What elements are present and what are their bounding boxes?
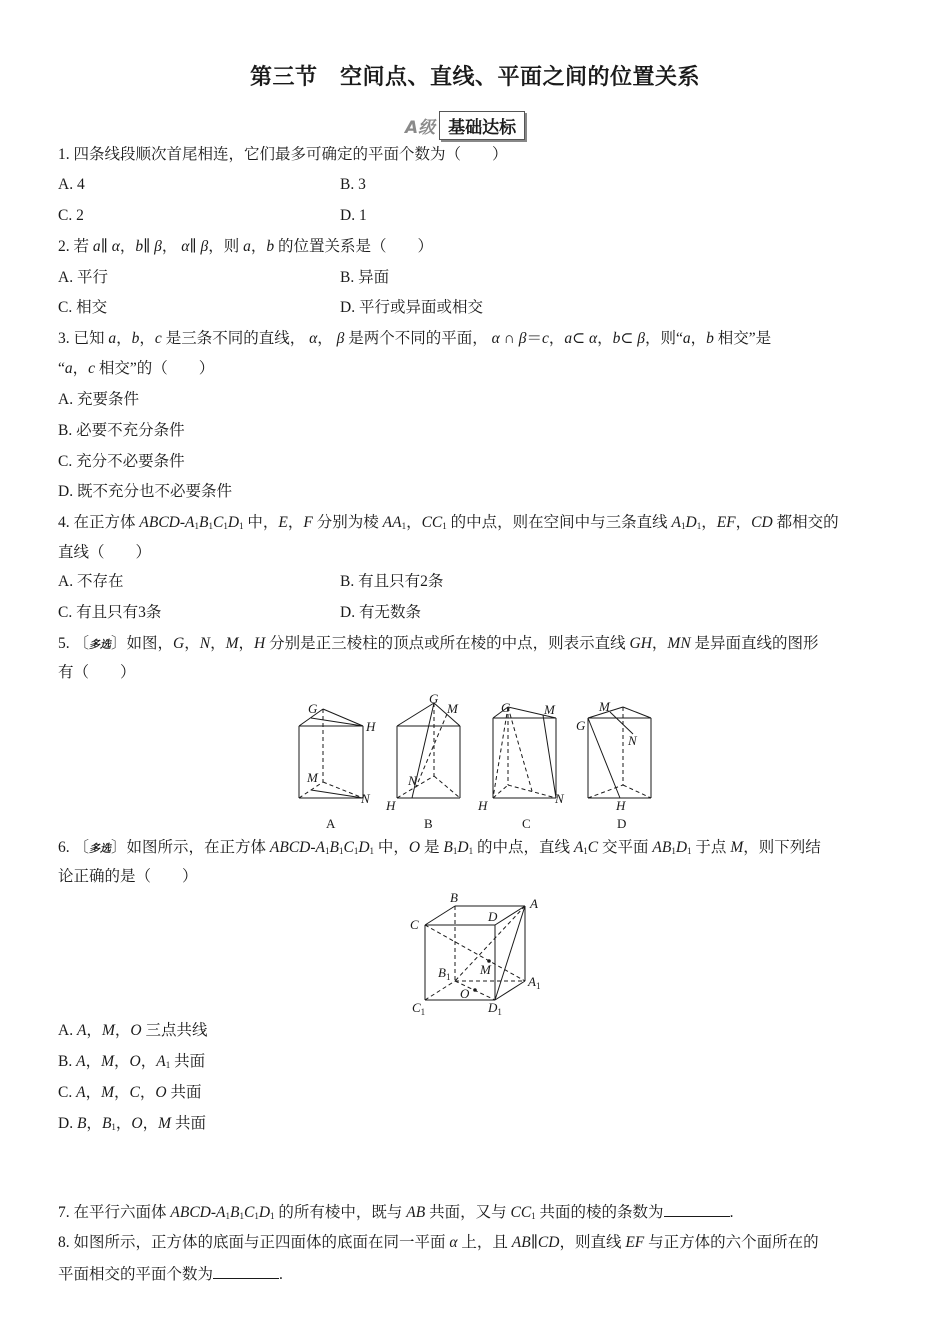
q2-option-d: D. 平行或异面或相交 [340, 299, 483, 316]
fig5-label: M [307, 770, 318, 785]
q3-option-d: D. 既不充分也不必要条件 [58, 483, 232, 500]
q6-option-a: A. A，M，O 三点共线 [58, 1022, 208, 1039]
q6-option-d: D. B，$B_1$，O，M 共面 [58, 1115, 206, 1132]
q1-option-b: B. 3 [340, 176, 366, 193]
multi-choice-tag: 多选 [89, 638, 112, 651]
q3-option-a: A. 充要条件 [58, 391, 139, 408]
fig6-label: B [450, 890, 458, 905]
q1-option-c: C. 2 [58, 207, 84, 224]
point-o-dot [473, 988, 477, 992]
level-badge [401, 111, 525, 139]
fig5-caption-a: A [326, 816, 336, 831]
fig5-label: H [366, 719, 376, 734]
fig5-label: M [599, 699, 610, 714]
prism-figure-c [493, 707, 556, 798]
fig5-label: G [308, 701, 318, 716]
fig5-label: H [386, 798, 396, 813]
q2-option-a: A. 平行 [58, 269, 108, 286]
q6-stem-line2: 论正确的是（ ） [58, 868, 198, 885]
q3-stem-line1: 3. 已知 a，b，c 是三条不同的直线， α， β 是两个不同的平面， α ∩ β＝c，a⊂ α，b⊂ β，则“a，b 相交”是 [58, 330, 772, 347]
q2-option-c: C. 相交 [58, 299, 108, 316]
q2-stem: 2. 若 a∥ α，b∥ β， α∥ β，则 a，b 的位置关系是（ ） [58, 238, 433, 255]
fig6-label: C [410, 917, 419, 932]
q6-option-c: C. A，M，C，O 共面 [58, 1084, 202, 1101]
fig5-label: H [478, 798, 488, 813]
fig6-label: $C_1$ [412, 1000, 426, 1017]
q4-stem-line1: 4. 在正方体 ABCD-$A_1B_1C_1D_1$ 中，E，F 分别为棱 $AA_1$，$CC_1$ 的中点，则在空间中与三条直线 $A_1D_1$，EF，CD 都相交的 [58, 514, 839, 531]
q4-option-d: D. 有无数条 [340, 604, 421, 621]
q7-stem: 7. 在平行六面体 ABCD-$A_1B_1C_1D_1$ 的所有棱中，既与 AB 共面，又与 $CC_1$ 共面的棱的条数为 . [58, 1204, 734, 1221]
q4-option-c: C. 有且只有3条 [58, 604, 162, 621]
fig5-caption-c: C [522, 816, 531, 831]
q6-stem-line1: 6. 〔多选〕如图所示，在正方体 ABCD-$A_1B_1C_1D_1$ 中，O 是 $B_1D_1$ 的中点，直线 $A_1C$ 交平面 $AB_1D_1$ 于点 M，则下列结 [58, 839, 821, 856]
fig5-label: M [447, 701, 458, 716]
fig5-label: N [555, 791, 564, 806]
q3-option-b: B. 必要不充分条件 [58, 422, 185, 439]
answer-blank[interactable] [664, 1202, 730, 1217]
fig5-label: N [628, 733, 637, 748]
q4-stem-line2: 直线（ ） [58, 544, 152, 561]
page-title: 第三节 空间点、直线、平面之间的位置关系 [249, 65, 700, 90]
fig5-label: G [576, 718, 586, 733]
prism-figure-b [397, 703, 460, 798]
fig5-label: N [361, 791, 370, 806]
q5-stem-line2: 有（ ） [58, 664, 136, 681]
fig5-label: G [501, 700, 511, 715]
fig6-label: O [460, 986, 470, 1001]
q6-option-b: B. A，M，O，$A_1$ 共面 [58, 1053, 206, 1070]
q2-option-b: B. 异面 [340, 269, 390, 286]
q8-stem-line2: 平面相交的平面个数为 . [58, 1266, 283, 1283]
q5-stem-line1: 5. 〔多选〕如图，G，N，M，H 分别是正三棱柱的顶点或所在棱的中点，则表示直线 GH，MN 是异面直线的图形 [58, 635, 819, 652]
q5-prism-figures [288, 690, 668, 835]
fig5-label: M [544, 702, 555, 717]
fig5-label: G [429, 691, 439, 706]
fig6-label: M [480, 962, 491, 977]
q1-option-d: D. 1 [340, 207, 367, 224]
fig5-label: H [616, 798, 626, 813]
level-label: 基础达标 [439, 111, 525, 140]
answer-blank[interactable] [213, 1264, 279, 1279]
fig6-label: D [488, 909, 498, 924]
fig5-caption-b: B [424, 816, 433, 831]
fig6-label: $B_1$ [438, 965, 451, 982]
q3-option-c: C. 充分不必要条件 [58, 453, 185, 470]
q8-stem-line1: 8. 如图所示，正方体的底面与正四面体的底面在同一平面 α 上，且 AB∥CD，则直线 EF 与正方体的六个面所在的 [58, 1234, 819, 1251]
level-letter: A级 [405, 117, 436, 138]
fig6-label: $A_1$ [528, 974, 541, 991]
q6-cube-figure [400, 890, 560, 1020]
fig6-label: $D_1$ [488, 1000, 502, 1017]
fig5-caption-d: D [617, 816, 627, 831]
prism-figure-d [588, 707, 651, 798]
q4-option-a: A. 不存在 [58, 573, 124, 590]
q4-option-b: B. 有且只有2条 [340, 573, 444, 590]
q3-stem-line2: “a，c 相交”的（ ） [58, 360, 215, 377]
q1-option-a: A. 4 [58, 176, 85, 193]
multi-choice-tag: 多选 [89, 842, 112, 855]
fig6-label: A [530, 896, 538, 911]
fig5-label: N [408, 773, 417, 788]
q1-stem: 1. 四条线段顺次首尾相连，它们最多可确定的平面个数为（ ） [58, 146, 508, 163]
